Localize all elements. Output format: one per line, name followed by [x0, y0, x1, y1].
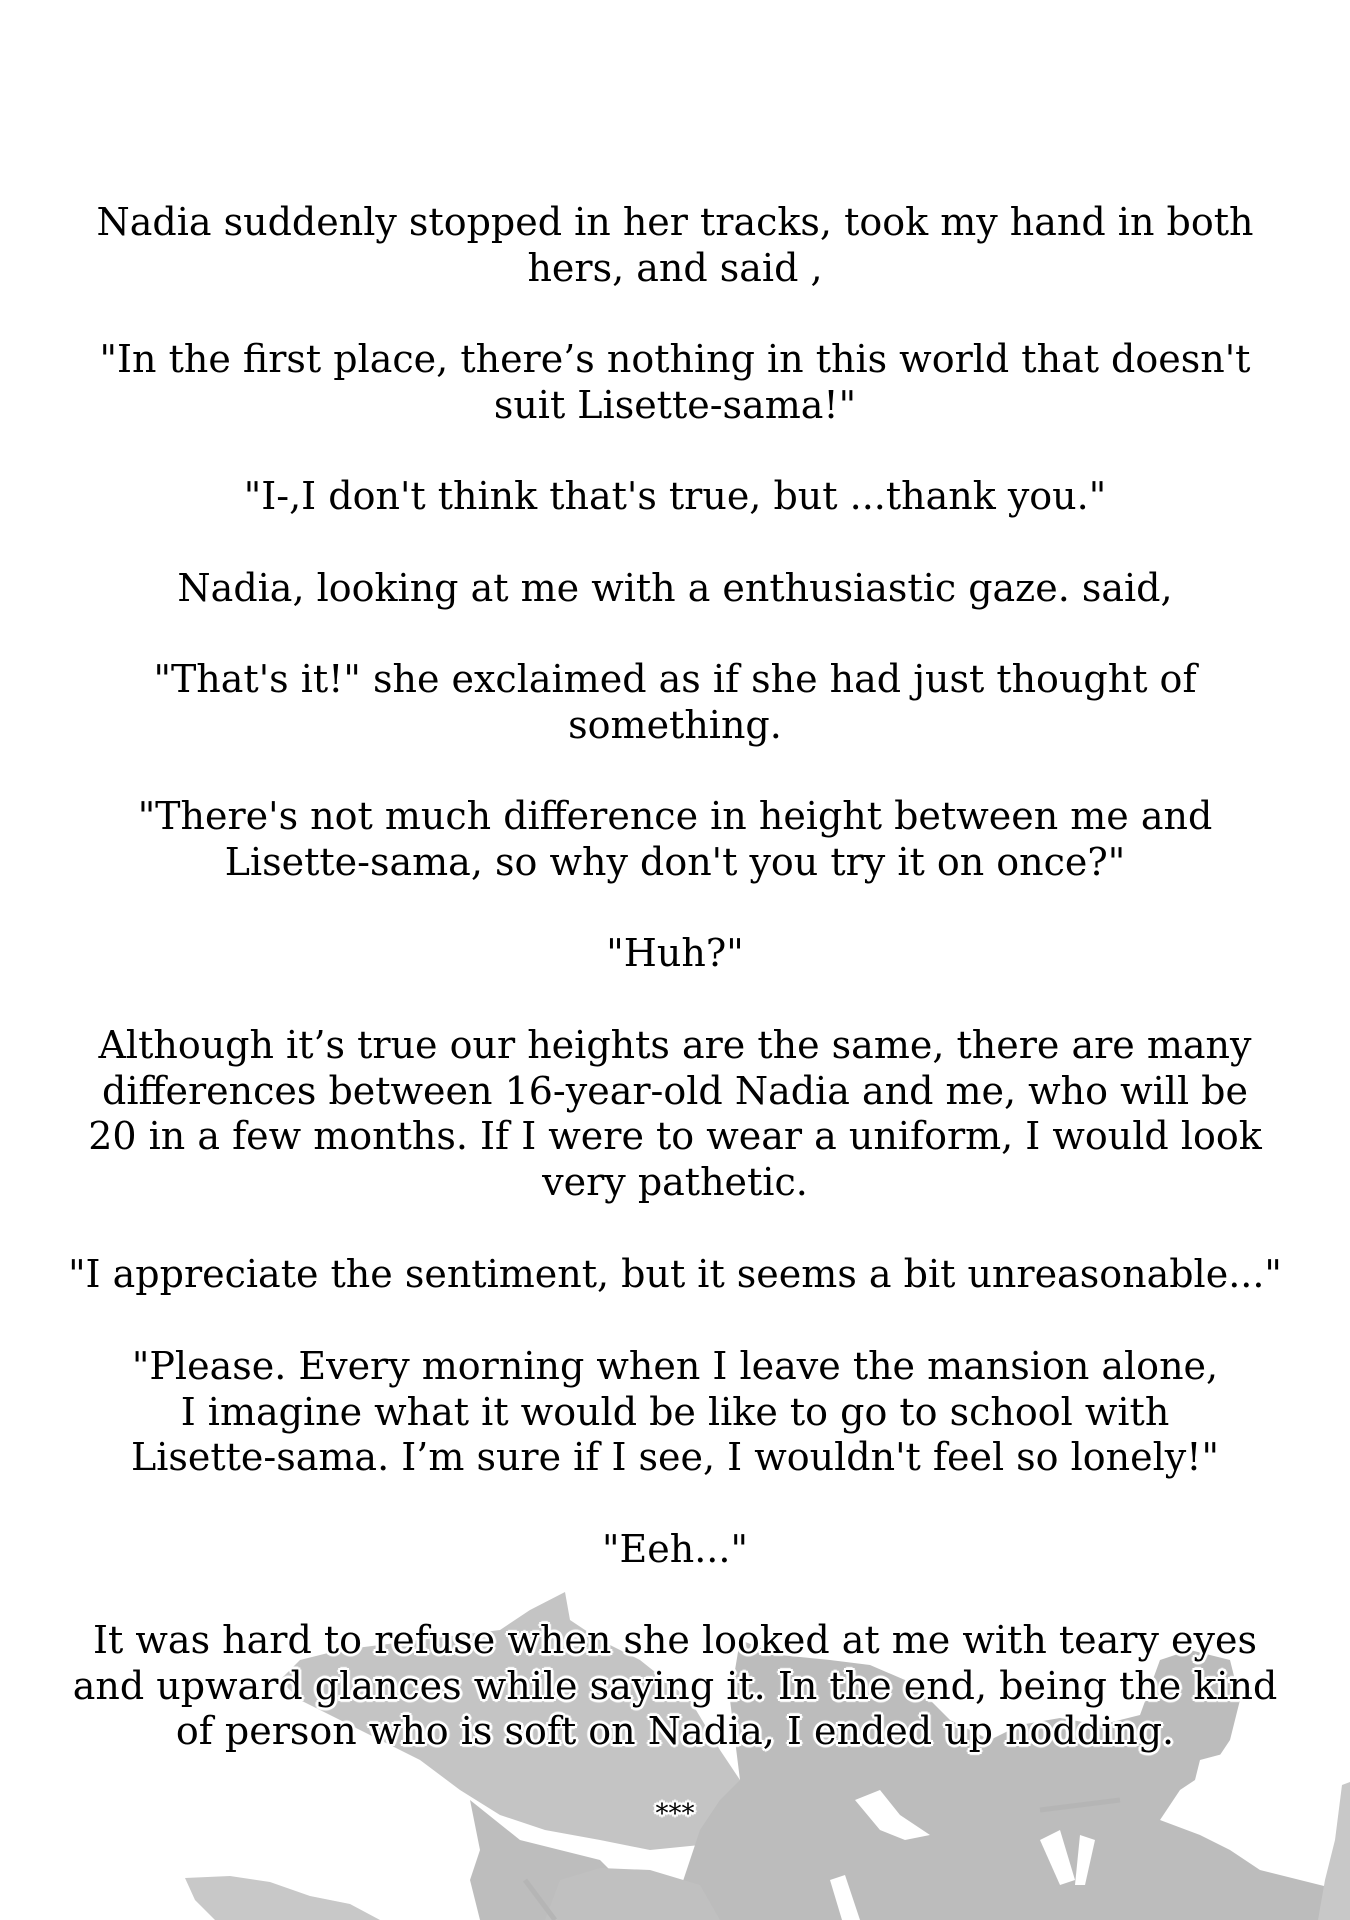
scene-break — [0, 1792, 1350, 1838]
text-line: "Eeh..." — [602, 1527, 748, 1571]
text-line: Lisette-sama, so why don't you try it on once?" — [224, 839, 1126, 884]
text-line: Although it’s true our heights are the same, there are many — [98, 1023, 1252, 1067]
text-line: hers, and said , — [527, 245, 823, 290]
text-line: suit Lisette-sama!" — [493, 382, 857, 427]
text-line: 20 in a few months. If I were to wear a uniform, I would look — [88, 1114, 1262, 1159]
text-line: differences between 16-year-old Nadia and me, who will be — [102, 1068, 1248, 1113]
text-line: Nadia, looking at me with a enthusiastic gaze. said, — [177, 566, 1173, 610]
text-line: very pathetic. — [542, 1160, 808, 1205]
paragraph-3 — [0, 474, 1350, 520]
paragraph-1 — [0, 200, 1350, 291]
scene-break-text: *** — [655, 1799, 695, 1829]
paragraph-4 — [0, 566, 1350, 612]
text-line: Nadia suddenly stopped in her tracks, took my hand in both — [96, 200, 1254, 244]
text-line: and upward glances while saying it. In the end, being the kind — [72, 1663, 1278, 1708]
paragraph-6 — [0, 794, 1350, 885]
paragraph-9 — [0, 1252, 1350, 1298]
paragraph-5 — [0, 657, 1350, 748]
paragraph-2 — [0, 337, 1350, 428]
text-line: "That's it!" she exclaimed as if she had just thought of — [153, 657, 1197, 701]
paragraph-12 — [0, 1618, 1350, 1755]
paragraph-10 — [0, 1344, 1350, 1481]
paragraph-8 — [0, 1023, 1350, 1206]
text-line: It was hard to refuse when she looked at me with teary eyes — [93, 1618, 1257, 1662]
text-line: something. — [568, 702, 782, 747]
text-line: "In the first place, there’s nothing in this world that doesn't — [99, 337, 1251, 381]
paragraph-7 — [0, 931, 1350, 977]
text-line: "Please. Every morning when I leave the mansion alone, — [131, 1344, 1219, 1388]
text-line: Lisette-sama. I’m sure if I see, I wouldn't feel so lonely!" — [131, 1435, 1219, 1480]
text-line: of person who is soft on Nadia, I ended up nodding. — [175, 1709, 1175, 1754]
text-line: "I-,I don't think that's true, but ...thank you." — [243, 474, 1107, 518]
text-line: "I appreciate the sentiment, but it seems a bit unreasonable..." — [68, 1252, 1282, 1296]
text-line: I imagine what it would be like to go to school with — [180, 1389, 1170, 1434]
text-line: "Huh?" — [606, 931, 744, 975]
paragraph-11 — [0, 1527, 1350, 1573]
text-line: "There's not much difference in height between me and — [137, 794, 1213, 838]
